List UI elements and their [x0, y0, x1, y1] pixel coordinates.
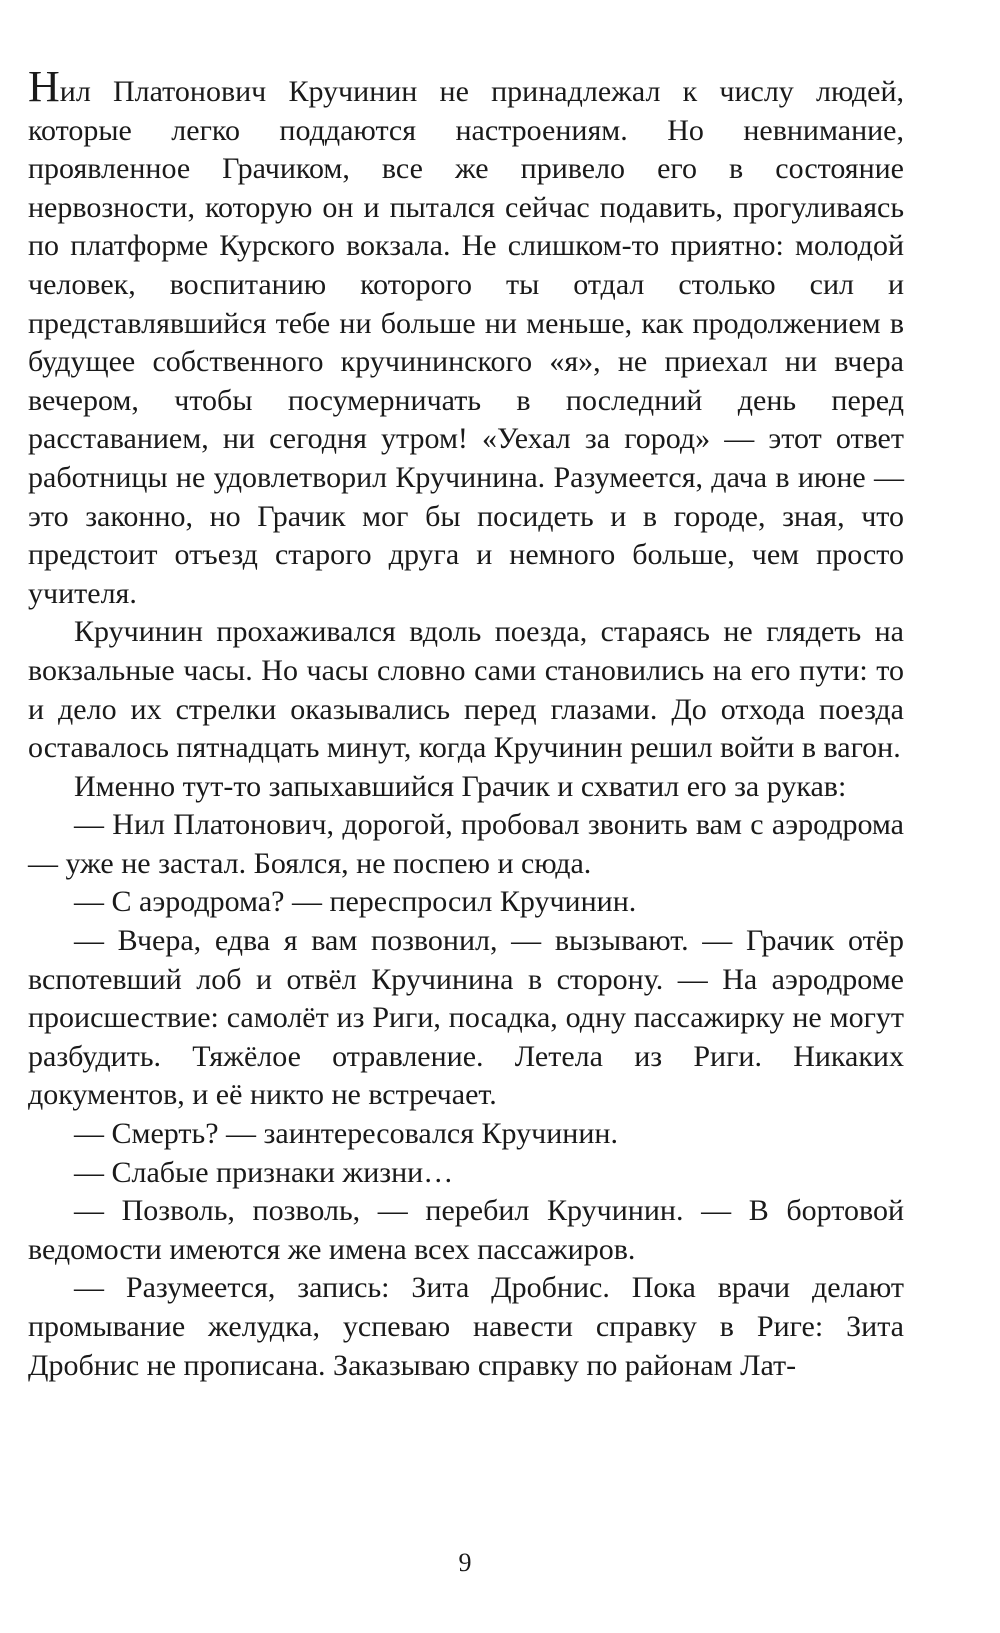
drop-cap-initial: Н	[28, 62, 60, 111]
dialogue-line: — Вчера, едва я вам позвонил, — вызывают. — Грачик отёр вспотевший лоб и отвёл Кручинина в сторону. — На аэродроме происшествие: самолёт из Риги, посадка, одну пассажирку не могут разбудить. Тяжёлое отравление. Летела из Риги. Никаких документов, и её никто не встречает.	[28, 924, 904, 1112]
dialogue-line: — Позволь, позволь, — перебил Кручинин. — В бортовой ведомости имеются же имена всех пассажиров.	[28, 1194, 904, 1266]
paragraph: Кручинин прохаживался вдоль поезда, стараясь не глядеть на вокзальные часы. Но часы словно сами становились на его пути: то и дело их стрелки оказывались перед глазами. До отхода поезда оставалось пятнадцать минут, когда Кручинин решил войти в вагон.	[28, 615, 904, 765]
dialogue-line: — Разумеется, запись: Зита Дробнис. Пока врачи делают промывание желудка, успеваю навести справку в Риге: Зита Дробнис не прописана. Заказываю справку по районам Лат-	[28, 1271, 904, 1382]
book-page-text	[28, 62, 904, 1385]
dialogue-line: — С аэродрома? — переспросил Кручинин.	[74, 885, 637, 919]
page-number: 9	[458, 1548, 472, 1577]
paragraph-opening	[28, 62, 904, 613]
dialogue-line: — Слабые признаки жизни…	[74, 1155, 454, 1189]
paragraph: Именно тут-то запыхавшийся Грачик и схватил его за рукав:	[74, 769, 847, 803]
dialogue-line: — Смерть? — заинтересовался Кручинин.	[74, 1117, 618, 1151]
paragraph-opening-text: ил Платонович Кручинин не принадлежал к числу людей, которые легко поддаются настроениям. Но невнимание, проявленное Грачиком, все же привело его в состояние нервозности, которую он и пытался сейчас подавить, прогуливаясь по платформе Курского вокзала. Не слишком-то приятно: молодой человек, воспитанию которого ты отдал столько сил и представлявшийся тебе ни больше ни меньше, как продолжением в будущее собственного кручининского «я», не приехал ни вчера вечером, чтобы посумерничать в последний день перед расставанием, ни сегодня утром! «Уехал за город» — этот ответ работницы не удовлетворил Кручинина. Разумеется, дача в июне — это законно, но Грачик мог бы посидеть и в городе, зная, что предстоит отъезд старого друга и немного больше, чем просто учителя.	[28, 75, 904, 610]
dialogue-line: — Нил Платонович, дорогой, пробовал звонить вам с аэродрома — уже не застал. Боялся, не поспею и сюда.	[28, 808, 904, 880]
